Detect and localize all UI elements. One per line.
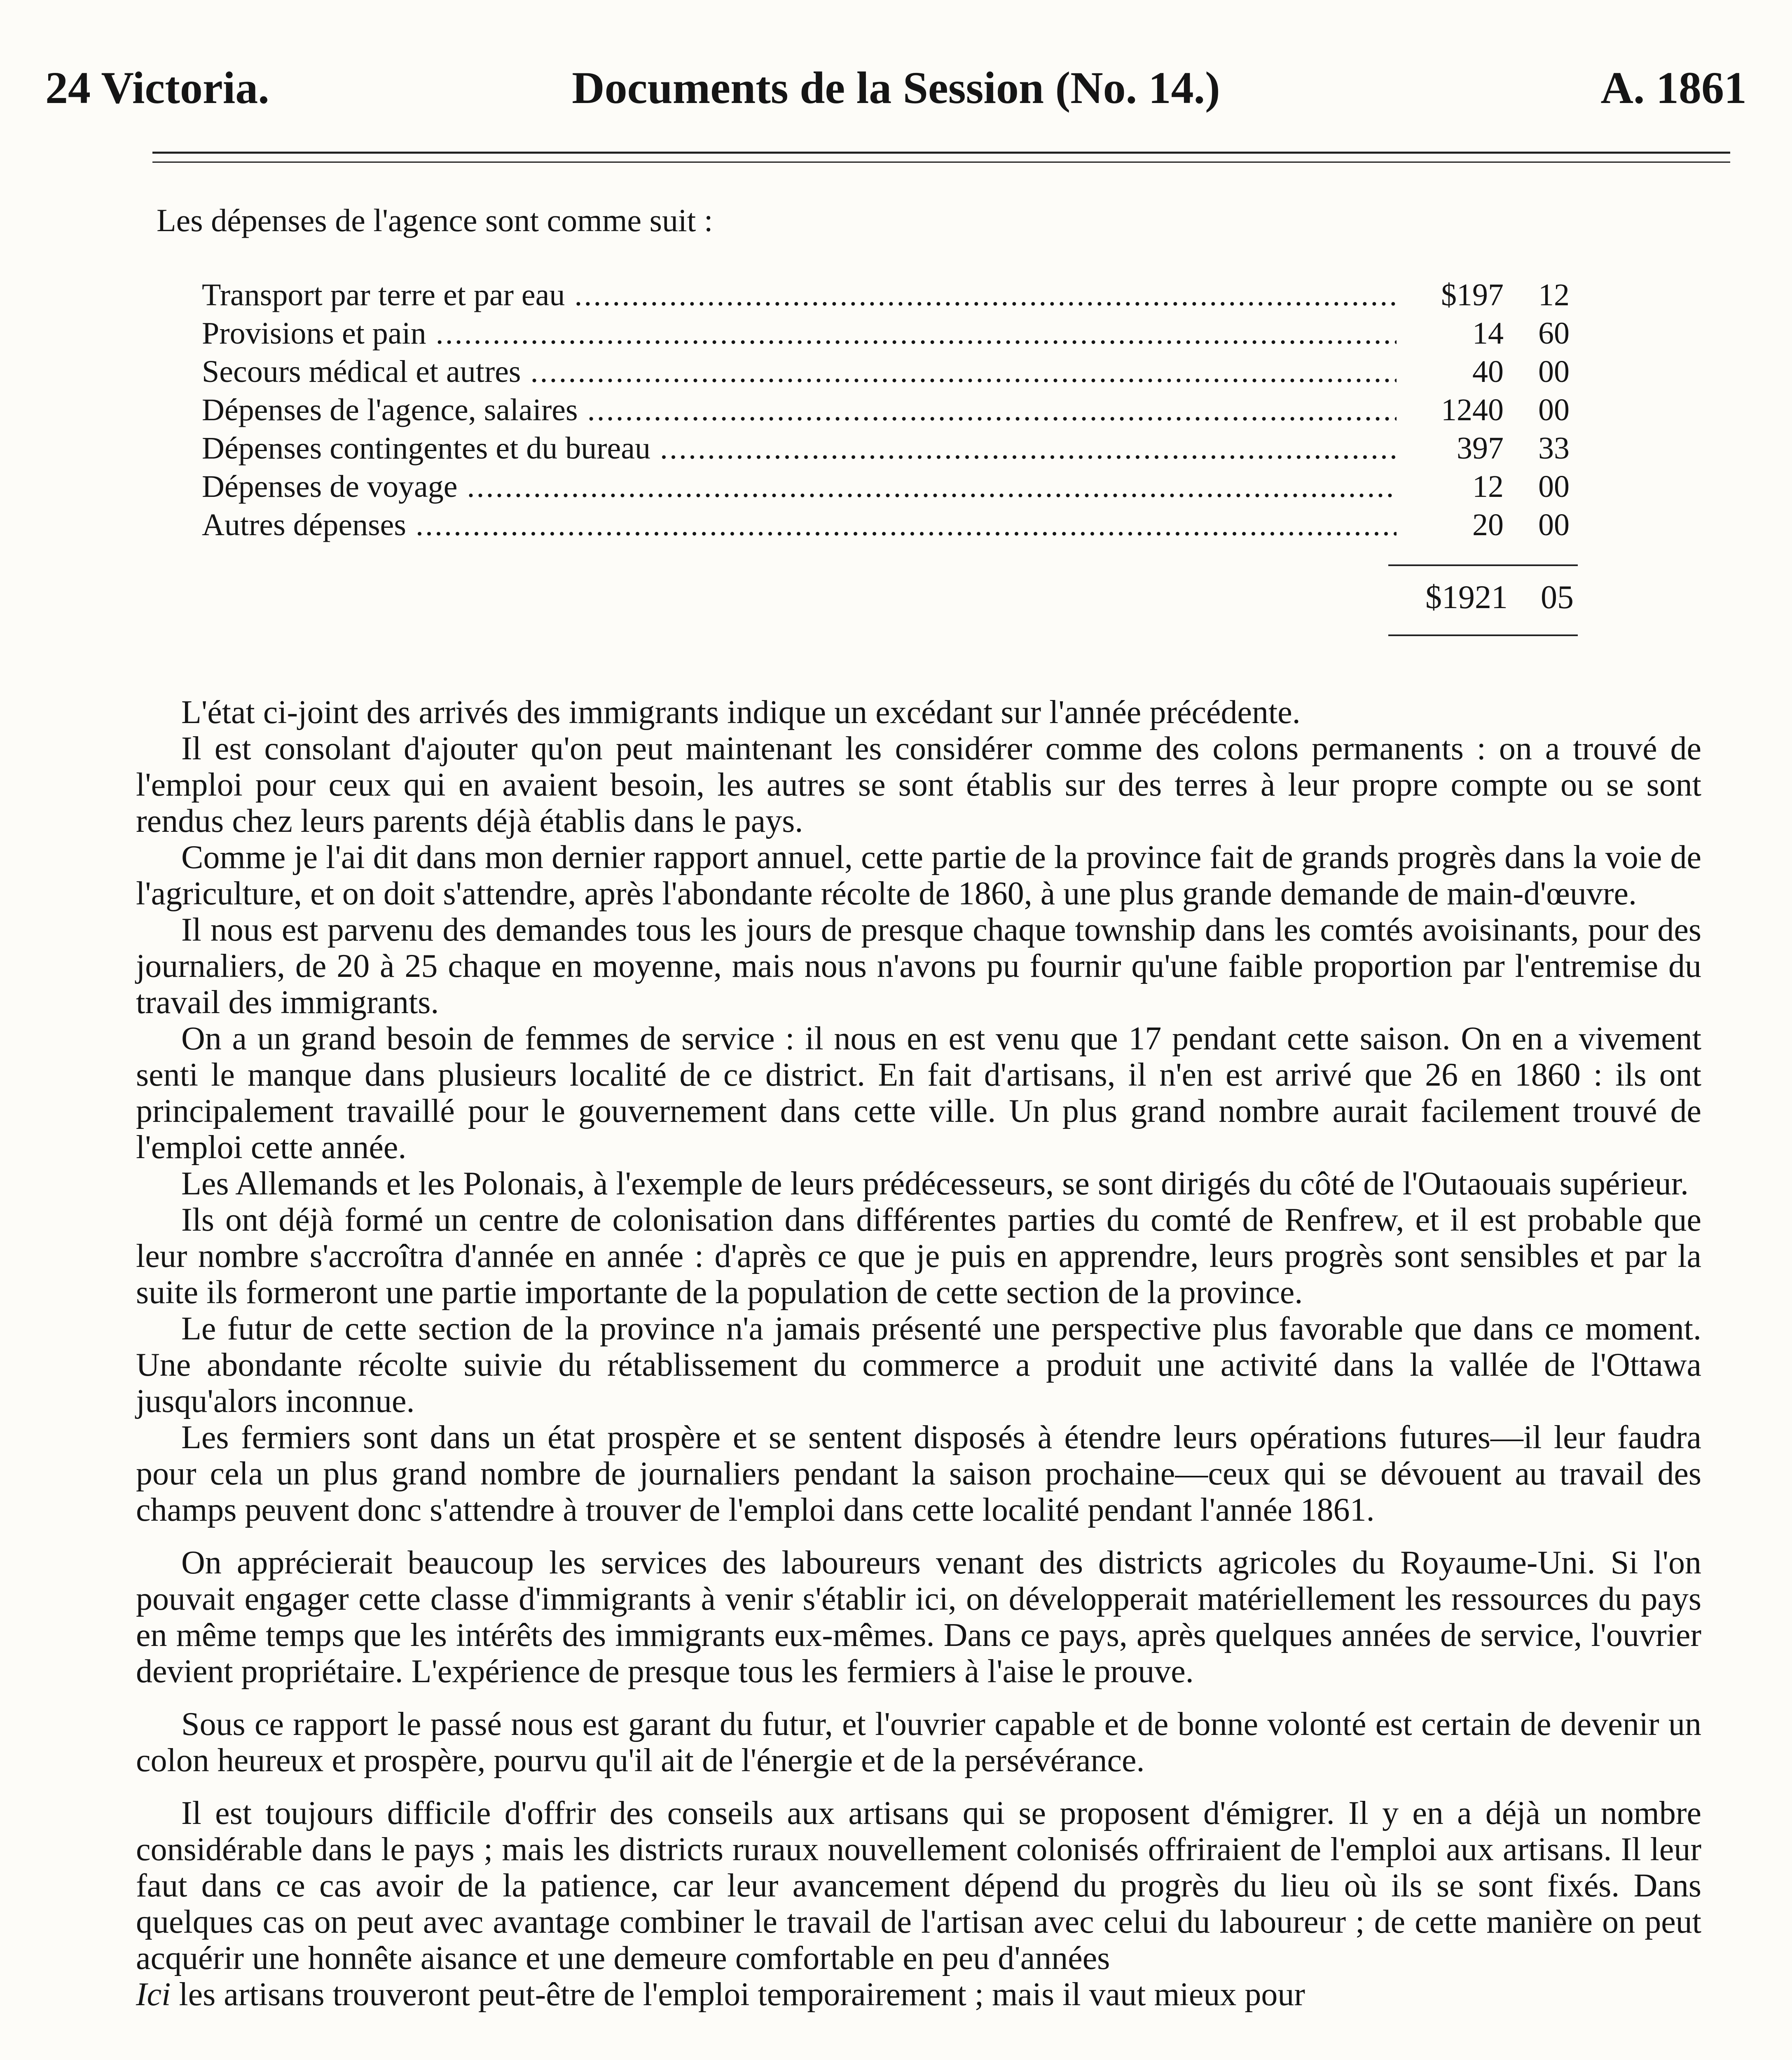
expense-row	[202, 276, 1570, 314]
paragraph-continued	[136, 1976, 1701, 2013]
paragraph: On a un grand besoin de femmes de service : il nous en est venu que 17 pendant cette saison. On en a vivement senti le manque dans plusieurs localité de ce district. En fait d'artisans, il n'en est arrivé que 26 en 1860 : ils ont principalement travaillé pour le gouvernement dans cette ville. Un plus grand nombre aurait facilement trouvé de l'emploi cette année.	[136, 1021, 1701, 1166]
expense-row	[202, 506, 1570, 544]
expense-cents: 12	[1538, 278, 1570, 312]
expense-dollars: 20	[1401, 506, 1504, 544]
expense-cents: 00	[1538, 469, 1570, 504]
header-rule-thin	[152, 162, 1730, 163]
expense-dollars: $197	[1401, 276, 1504, 314]
paragraph: On apprécierait beaucoup les services des laboureurs venant des districts agricoles du Royaume-Uni. Si l'on pouvait engager cette classe d'immigrants à venir s'établir ici, on développerait matériellement les ressources du pays en même temps que les intérêts des immigrants eux-mêmes. Dans ce pays, après quelques années de service, l'ouvrier devient propriétaire. L'expérience de presque tous les fermiers à l'aise le prouve.	[136, 1545, 1701, 1690]
paragraph: Comme je l'ai dit dans mon dernier rapport annuel, cette partie de la province fait de grands progrès dans la voie de l'agriculture, et on doit s'attendre, après l'abondante récolte de 1860, à une plus grande demande de main-d'œuvre.	[136, 839, 1701, 912]
expense-dollars: 40	[1401, 353, 1504, 391]
total-rule	[1388, 564, 1578, 566]
expense-dollars: 1240	[1401, 391, 1504, 429]
header-center: Documents de la Session (No. 14.)	[572, 63, 1220, 113]
total-underline	[1388, 634, 1578, 636]
expense-label: Autres dépenses .....	[202, 506, 1397, 544]
total-cents: 05	[1541, 579, 1574, 616]
expense-cents: 33	[1538, 431, 1570, 466]
expense-label: Secours médical et autres .....	[202, 353, 1397, 391]
paragraph-continued-text: les artisans trouveront peut-être de l'emploi temporairement ; mais il vaut mieux pour	[171, 1976, 1305, 2013]
total-dollars: $1921	[1425, 579, 1508, 616]
expense-label: Provisions et pain .....	[202, 314, 1397, 353]
expenses-list	[202, 276, 1570, 544]
expense-row	[202, 353, 1570, 391]
expenses-total	[1388, 577, 1578, 618]
expense-label: Dépenses de l'agence, salaires .....	[202, 391, 1397, 429]
expense-row	[202, 468, 1570, 506]
paragraph: Les fermiers sont dans un état prospère et se sentent disposés à étendre leurs opérations futures—il leur faudra pour cela un plus grand nombre de journaliers pendant la saison prochaine—ceux qui se dévouent au travail des champs peuvent donc s'attendre à trouver de l'emploi dans cette localité pendant l'année 1861.	[136, 1419, 1701, 1528]
expense-row	[202, 391, 1570, 429]
header-rule	[152, 152, 1730, 154]
paragraph: Le futur de cette section de la province n'a jamais présenté une perspective plus favorable que dans ce moment. Une abondante récolte suivie du rétablissement du commerce a produit une activité dans la vallée de l'Ottawa jusqu'alors inconnue.	[136, 1311, 1701, 1419]
page-header	[41, 62, 1751, 119]
expense-label: Dépenses de voyage .....	[202, 468, 1397, 506]
header-right: A. 1861	[1600, 63, 1747, 113]
paragraph: Les Allemands et les Polonais, à l'exemple de leurs prédécesseurs, se sont dirigés du côté de l'Outaouais supérieur.	[181, 1166, 1689, 1202]
paragraph: Il nous est parvenu des demandes tous les jours de presque chaque township dans les comtés avoisinants, pour des journaliers, de 20 à 25 chaque en moyenne, mais nous n'avons pu fournir qu'une faible proportion par l'entremise du travail des immigrants.	[136, 912, 1701, 1021]
expense-cents: 00	[1538, 354, 1570, 389]
report-body	[136, 694, 1701, 2013]
header-left: 24 Victoria.	[45, 63, 269, 113]
expense-label: Transport par terre et par eau .....	[202, 276, 1397, 314]
expense-cents: 00	[1538, 508, 1570, 542]
expense-label: Dépenses contingentes et du bureau .....	[202, 429, 1397, 468]
paragraph: Sous ce rapport le passé nous est garant du futur, et l'ouvrier capable et de bonne volonté est certain de devenir un colon heureux et prospère, pourvu qu'il ait de l'énergie et de la persévérance.	[136, 1706, 1701, 1779]
expenses-intro: Les dépenses de l'agence sont comme suit :	[157, 202, 713, 238]
expense-dollars: 397	[1401, 429, 1504, 468]
expense-row	[202, 314, 1570, 353]
paragraph: Ils ont déjà formé un centre de colonisation dans différentes parties du comté de Renfrew, et il est probable que leur nombre s'accroîtra d'année en année : d'après ce que je puis en apprendre, leurs progrès sont sensibles et par la suite ils formeront une partie importante de la population de cette section de la province.	[136, 1202, 1701, 1311]
paragraph: Il est toujours difficile d'offrir des conseils aux artisans qui se proposent d'émigrer. Il y en a déjà un nombre considérable dans le pays ; mais les districts ruraux nouvellement colonisés offriraient de l'emploi aux artisans. Il leur faut dans ce cas avoir de la patience, car leur avancement dépend du progrès du lieu où ils se sont fixés. Dans quelques cas on peut avec avantage combiner le travail de l'artisan avec celui du laboureur ; de cette manière on peut acquérir une honnête aisance et une demeure comfortable en peu d'années	[136, 1795, 1701, 1976]
italic-word: Ici	[136, 1976, 171, 2013]
expense-cents: 60	[1538, 316, 1570, 351]
expense-row	[202, 429, 1570, 468]
expense-dollars: 12	[1401, 468, 1504, 506]
paragraph: Il est consolant d'ajouter qu'on peut maintenant les considérer comme des colons permanents : on a trouvé de l'emploi pour ceux qui en avaient besoin, les autres se sont établis sur des terres à leur propre compte ou se sont rendus chez leurs parents déjà établis dans le pays.	[136, 730, 1701, 839]
paragraph: L'état ci-joint des arrivés des immigrants indique un excédant sur l'année précédente.	[181, 694, 1301, 730]
expense-cents: 00	[1538, 393, 1570, 427]
expense-dollars: 14	[1401, 314, 1504, 353]
